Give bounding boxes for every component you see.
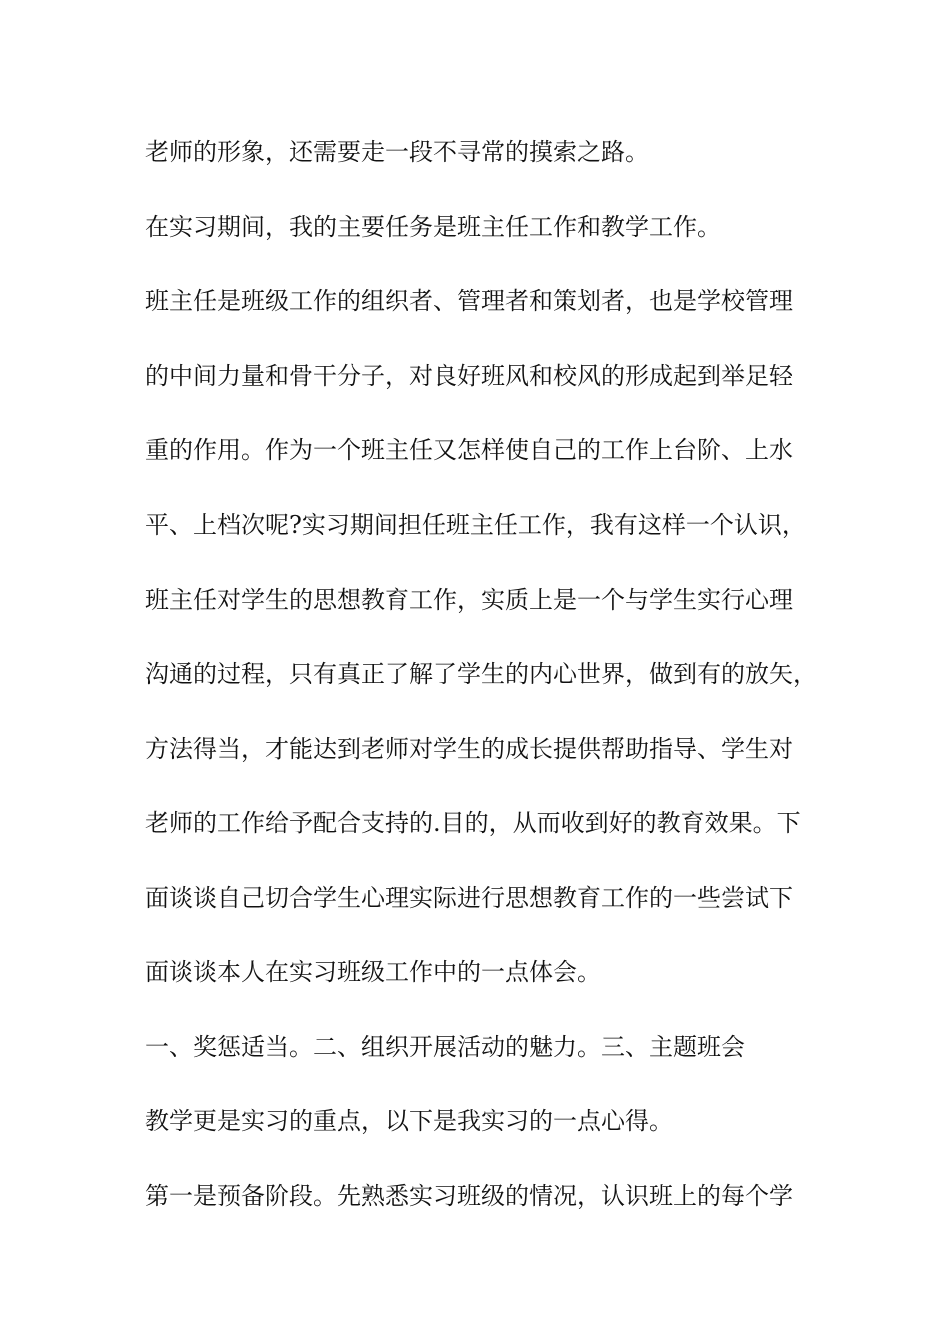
text-line-4: 的中间力量和骨干分子，对良好班风和校风的形成起到举足轻 [145, 362, 793, 390]
text-line-2: 在实习期间，我的主要任务是班主任工作和教学工作。 [145, 213, 721, 241]
text-line-7: 班主任对学生的思想教育工作，实质上是一个与学生实行心理 [145, 586, 793, 614]
text-line-1: 老师的形象，还需要走一段不寻常的摸索之路。 [145, 138, 649, 166]
text-line-15: 第一是预备阶段。先熟悉实习班级的情况，认识班上的每个学 [145, 1182, 793, 1210]
text-line-14: 教学更是实习的重点，以下是我实习的一点心得。 [145, 1107, 673, 1135]
text-line-12: 面谈谈本人在实习班级工作中的一点体会。 [145, 958, 601, 986]
text-line-6: 平、上档次呢?实习期间担任班主任工作，我有这样一个认识， [145, 511, 806, 539]
text-line-8: 沟通的过程，只有真正了解了学生的内心世界，做到有的放矢， [145, 660, 817, 688]
text-line-5: 重的作用。作为一个班主任又怎样使自己的工作上台阶、上水 [145, 436, 793, 464]
text-line-9: 方法得当，才能达到老师对学生的成长提供帮助指导、学生对 [145, 735, 793, 763]
text-line-11: 面谈谈自己切合学生心理实际进行思想教育工作的一些尝试下 [145, 884, 793, 912]
text-line-13: 一、奖惩适当。二、组织开展活动的魅力。三、主题班会 [145, 1033, 745, 1061]
text-line-3: 班主任是班级工作的组织者、管理者和策划者，也是学校管理 [145, 287, 793, 315]
text-line-10: 老师的工作给予配合支持的.目的，从而收到好的教育效果。下 [145, 809, 801, 837]
